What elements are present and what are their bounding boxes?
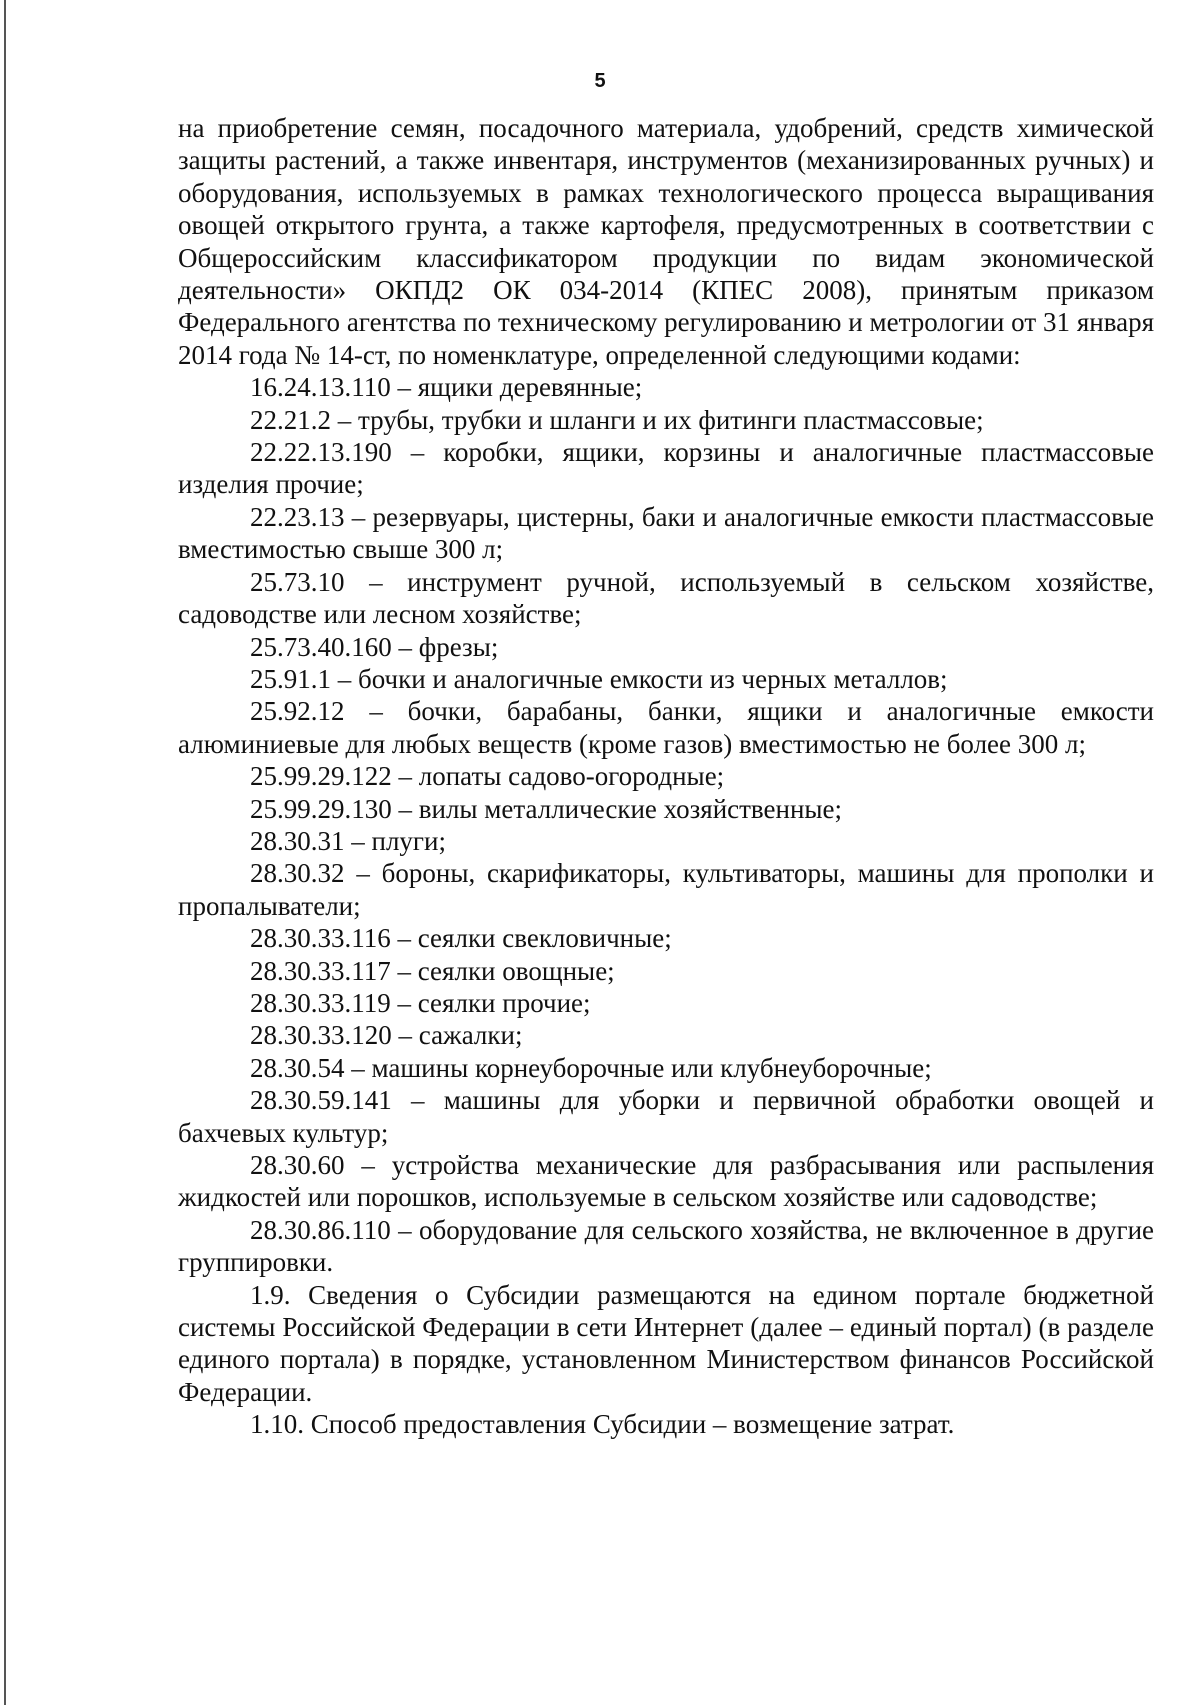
document-body [178, 112, 1154, 1441]
list-item-code: 28.30.32 – бороны, скарификаторы, культиваторы, машины для прополки и пропалыватели; [178, 858, 1154, 921]
list-item-code: 28.30.59.141 – машины для уборки и первичной обработки овощей и бахчевых культур; [178, 1085, 1154, 1148]
list-item-code: 28.30.31 – плуги; [250, 825, 446, 856]
page-number: 5 [594, 70, 606, 92]
list-item-code: 28.30.33.117 – сеялки овощные; [250, 955, 615, 986]
scan-edge-line [4, 0, 6, 1705]
list-item-code: 22.21.2 – трубы, трубки и шланги и их фитинги пластмассовые; [250, 404, 984, 435]
paragraph-1-9: 1.9. Сведения о Субсидии размещаются на едином портале бюджетной системы Российской Федерации в сети Интернет (далее – единый портал) (в разделе единого портала) в порядке, установленном Министерством финансов Российской Федерации. [178, 1279, 1154, 1407]
list-item-code: 25.99.29.122 – лопаты садово-огородные; [250, 761, 725, 792]
list-item-code: 25.92.12 – бочки, барабаны, банки, ящики и аналогичные емкости алюминиевые для любых веществ (кроме газов) вместимостью не более 300 л; [178, 696, 1154, 759]
list-item-code: 16.24.13.110 – ящики деревянные; [250, 372, 643, 403]
paragraph-1-10: 1.10. Способ предоставления Субсидии – возмещение затрат. [250, 1409, 955, 1440]
paragraph-intro: на приобретение семян, посадочного материала, удобрений, средств химической защиты растений, а также инвентаря, инструментов (механизированных ручных) и оборудования, используемых в рамках технологического процесса выращивания овощей открытого грунта, а также картофеля, предусмотренных в соответствии с Общероссийским классификатором продукции по видам экономической деятельности» ОКПД2 ОК 034-2014 (КПЕС 2008), принятым приказом Федерального агентства по техническому регулированию и метрологии от 31 января 2014 года № 14-ст, по номенклатуре, определенной следующими кодами: [178, 113, 1154, 370]
list-item-code: 25.91.1 – бочки и аналогичные емкости из черных металлов; [250, 663, 948, 694]
list-item-code: 28.30.33.116 – сеялки свекловичные; [250, 923, 672, 954]
list-item-code: 28.30.54 – машины корнеуборочные или клубнеуборочные; [250, 1052, 932, 1083]
list-item-code: 25.73.10 – инструмент ручной, используемый в сельском хозяйстве, садоводстве или лесном хозяйстве; [178, 566, 1154, 630]
list-item-code: 25.73.40.160 – фрезы; [250, 631, 499, 662]
list-item-code: 22.23.13 – резервуары, цистерны, баки и аналогичные емкости пластмассовые вместимостью свыше 300 л; [178, 501, 1154, 565]
list-item-code: 28.30.60 – устройства механические для разбрасывания или распыления жидкостей или порошков, используемые в сельском хозяйстве или садоводстве; [178, 1150, 1154, 1213]
list-item-code: 28.30.33.120 – сажалки; [250, 1020, 523, 1051]
list-item-code: 28.30.86.110 – оборудование для сельского хозяйства, не включенное в другие группировки. [178, 1214, 1154, 1278]
list-item-code: 22.22.13.190 – коробки, ящики, корзины и аналогичные пластмассовые изделия прочие; [178, 437, 1154, 500]
list-item-code: 28.30.33.119 – сеялки прочие; [250, 987, 591, 1018]
list-item-code: 25.99.29.130 – вилы металлические хозяйственные; [250, 793, 843, 824]
